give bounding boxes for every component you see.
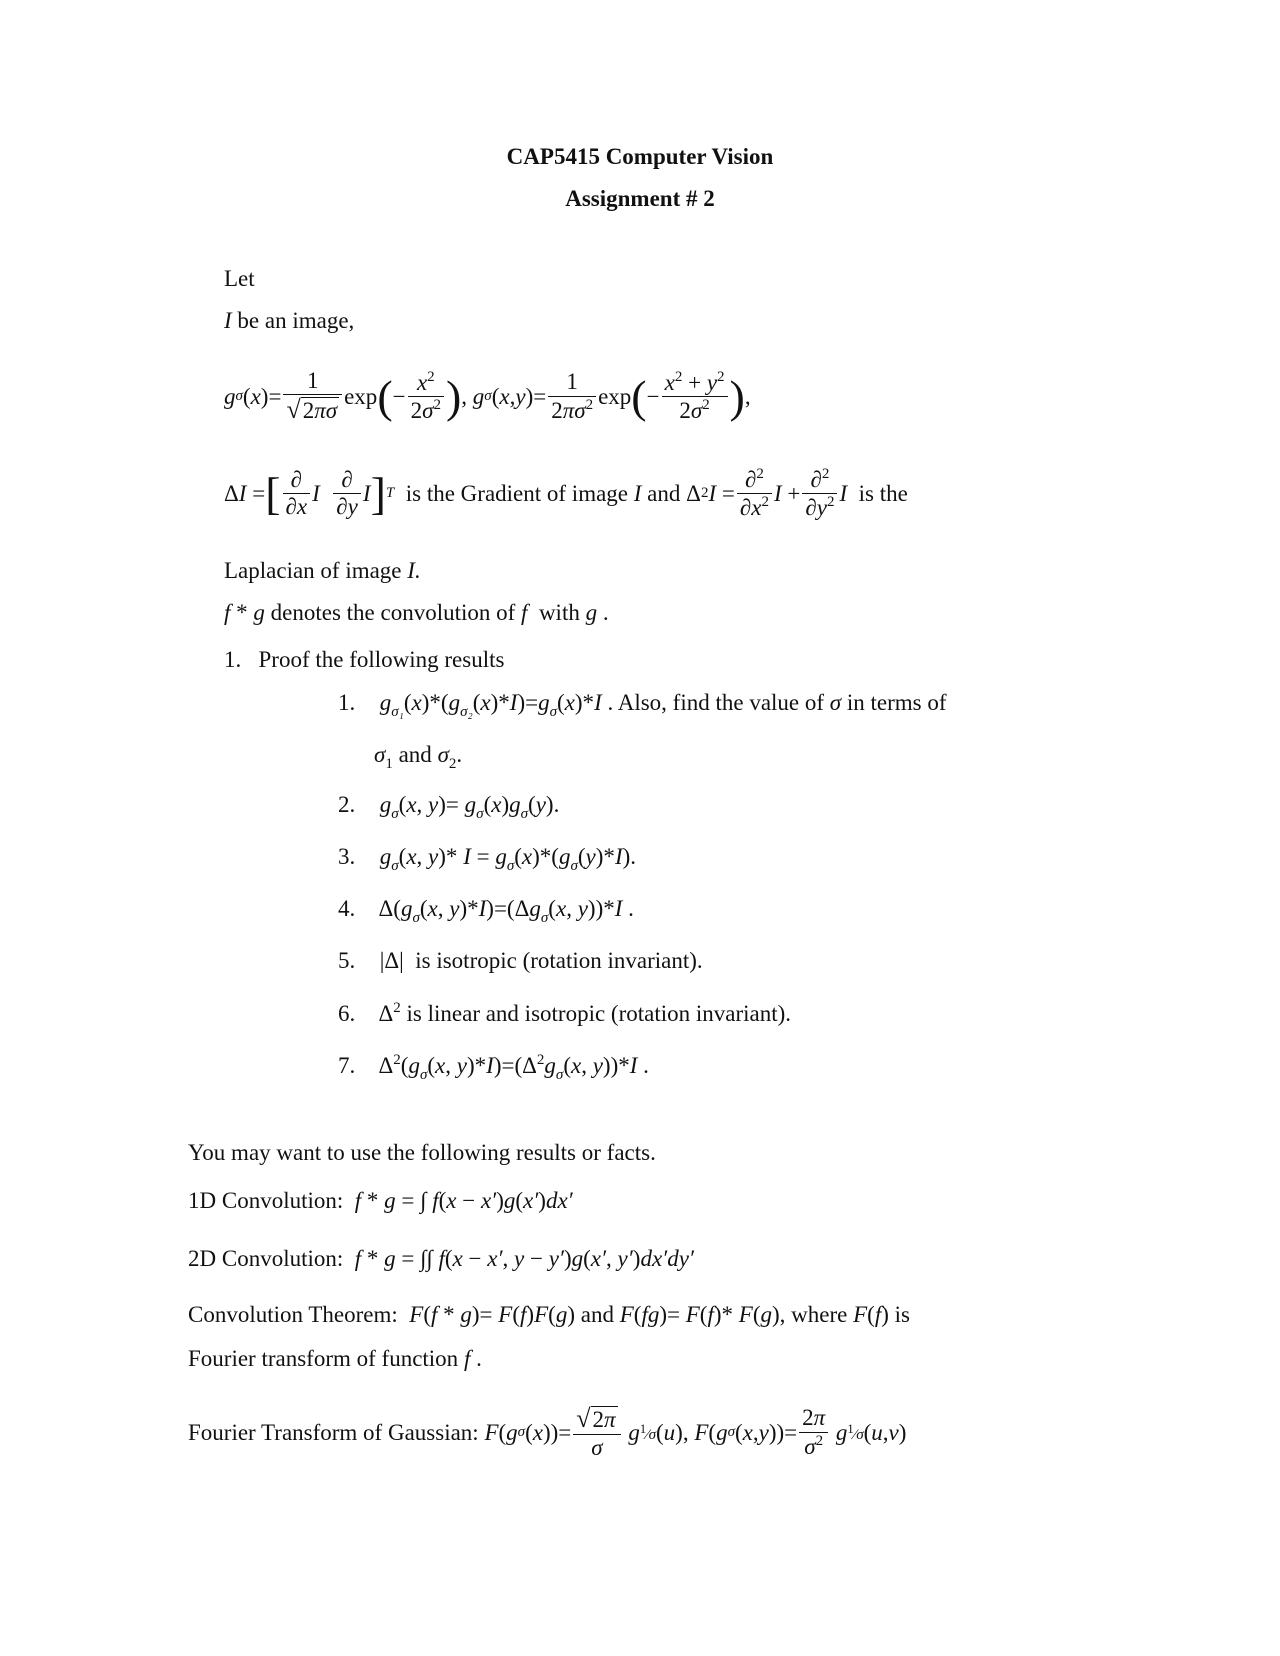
let-label: Let [224,266,255,291]
fourier-function-text: Fourier transform of function f . [188,1346,482,1371]
convolution-notation: f * g denotes the convolution of f with g . [224,600,609,625]
page-title: CAP5415 Computer Vision [506,144,774,169]
result-item-7: 7. $\Delta^2(g_\sigma(x$, $y)*I)=(\Delta^2g_\sigma(x$, y))*I . [338,1052,649,1083]
page-subtitle: Assignment # 2 [565,186,715,211]
result-item-5: 5. |Δ| is isotropic (rotation invariant). [338,948,703,973]
result-item-4: 4. $\Delta(g_\sigma(x$, $y)*I)=(\Delta g_\sigma(x$, y))*I . [338,896,634,926]
gaussian-definitions: g σ ( x )= $\frac{1}{√2\pi\sigma}$ exp ( − $\frac{x^2}{2\sigma^2}$ ) , g σ ( x , y )= $\frac{1}{2\pi\sigma^2}$ exp ( − $\frac{x^2 + y^2}{2\sigma^2}$ ) , [224,368,751,425]
question-1: 1. Proof the following results [224,647,505,672]
result-item-2: 2. $g_\sigma(x$, $y)= g_\sigma(x)g_\sigma(y)$. [338,792,560,822]
conv-2d: 2D Convolution: f * g = ∫∫ f(x − x′, y − y′)g(x′, y′)dx′dy′ [188,1246,694,1271]
fourier-gaussian: Fourier Transform of Gaussian: F ( g σ ( x ))= $\frac{√2\pi}{\sigma}$ g $^1$⁄σ ( u ), F ( g σ ( x , y ))= $\frac{2\pi}{\sigma^2}$ g $^1$⁄σ ( u , v ) [188,1404,907,1460]
result-item-6: 6. $\Delta^2$ is linear and isotropic (rotation invariant). [338,1000,792,1026]
conv-1d: 1D Convolution: f * g = ∫ f(x − x′)g(x′)dx′ [188,1188,573,1213]
image-definition: I be an image, [224,308,355,333]
laplacian-text: Laplacian of image I. [224,558,421,583]
gradient-laplacian-definition: Δ I = [ $\frac{\partial}{\partial x}$ I $\frac{\partial}{\partial y}$ I ] T is the Gradient of image I and Δ 2 I = $\frac{\partial^2}{\partial x^2}$ I + $\frac{\partial^2}{\partial y^2}$ I is the [224,466,908,521]
result-item-1: 1. $g_{\sigma_1}(x)*(g_{\sigma_2}(x)*I)=g_\sigma(x)*I$ . Also, find the value of σ in terms of [338,690,947,720]
result-item-3: 3. $g_\sigma(x$, y)* $I = g_\sigma(x)*(g_\sigma(y)*I)$. [338,844,637,874]
facts-intro: You may want to use the following results or facts. [188,1140,656,1165]
convolution-theorem: Convolution Theorem: F(f * g)= F(f)F(g) and F(fg)= F(f)* F(g), where F(f) is [188,1302,910,1327]
result-item-1-cont: $\sigma_1$ and $\sigma_2$. [374,742,463,772]
